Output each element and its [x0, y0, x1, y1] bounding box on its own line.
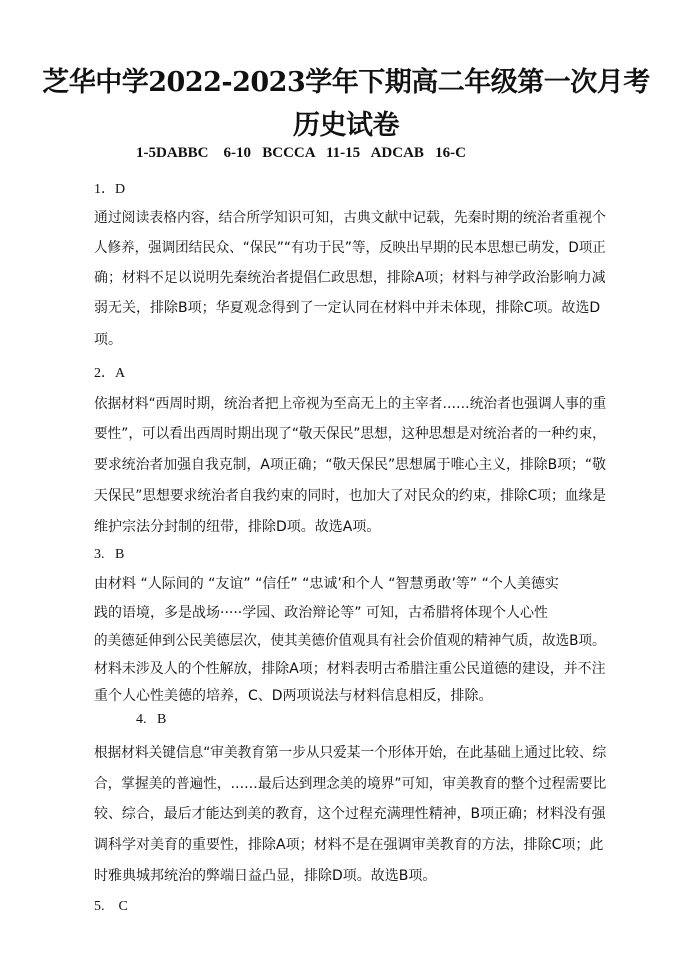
question-2-line: 天保民”思想要求统治者自我约束的同时，也加大了对民众的约束，排除C项；血缘是	[94, 488, 607, 504]
question-2-line: 要求统治者加强自我克制，A项正确；“敬天保民”思想属于唯心主义，排除B项；“敬	[94, 457, 606, 473]
question-3-line: 材料未涉及人的个性解放，排除A项；材料表明古希腊注重公民道德的建设，并不注	[94, 661, 606, 677]
question-1-line: 弱无关，排除B项；华夏观念得到了一定认同在材料中并未体现，排除C项。故选D	[94, 300, 601, 316]
question-1-line: 确；材料不足以说明先秦统治者提倡仁政思想，排除A项；材料与神学政治影响力减	[94, 270, 606, 286]
exam-subtitle: 历史试卷	[293, 110, 399, 141]
question-4-line: 合，掌握美的普遍性，……最后达到理念美的境界”可知，审美教育的整个过程需要比	[94, 776, 607, 792]
question-4-number: 4. B	[136, 712, 167, 727]
question-1-number: 1．D	[94, 182, 126, 197]
answer-key: 1-5DABBC 6-10 BCCCA 11-15 ADCAB 16-C	[136, 145, 467, 161]
question-2-number: 2．A	[94, 366, 126, 381]
question-4-line: 时雅典城邦统治的弊端日益凸显，排除D项。故选B项。	[94, 868, 437, 884]
question-1-line: 项。	[94, 332, 122, 348]
question-4-line: 较、综合，最后才能达到美的教育，这个过程充满理性精神，B项正确；材料没有强	[94, 806, 606, 822]
question-5-number: 5. C	[94, 899, 128, 914]
question-4-line: 根据材料关键信息“审美教育第一步从只爱某一个形体开始，在此基础上通过比较、综	[94, 745, 607, 761]
question-2-line: 维护宗法分封制的纽带，排除D项。故选A项。	[94, 519, 381, 535]
question-1-line: 人修养，强调团结民众、“保民”“有功于民”等，反映出早期的民本思想已萌发，D项正	[94, 240, 606, 256]
question-3-line: 重个人心性美德的培养，C、D两项说法与材料信息相反，排除。	[94, 688, 493, 704]
question-3-line: 的美德延伸到公民美德层次，使其美德价值观具有社会价值观的精神气质，故选B项。	[94, 633, 606, 649]
question-3-line: 由材料 “人际间的 “友谊” “信任” “忠诚’和个人 “智慧勇敢’等” “个人美德实	[94, 576, 559, 592]
exam-title: 芝华中学2022-2023学年下期高二年级第一次月考	[42, 67, 650, 98]
question-3-line: 践的语境，多是战场·····学园、政治辩论等” 可知，古希腊将体现个人心性	[94, 605, 548, 621]
question-1-line: 通过阅读表格内容，结合所学知识可知，古典文献中记载，先秦时期的统治者重视个	[94, 210, 606, 226]
question-3-number: 3. B	[94, 547, 125, 562]
question-2-line: 要性”，可以看出西周时期出现了“敬天保民”思想，这种思想是对统治者的一种约束，	[94, 426, 606, 442]
question-4-line: 调科学对美育的重要性，排除A项；材料不是在强调审美教育的方法，排除C项；此	[94, 837, 604, 853]
question-2-line: 依据材料“西周时期，统治者把上帝视为至高无上的主宰者……统治者也强调人事的重	[94, 396, 607, 412]
